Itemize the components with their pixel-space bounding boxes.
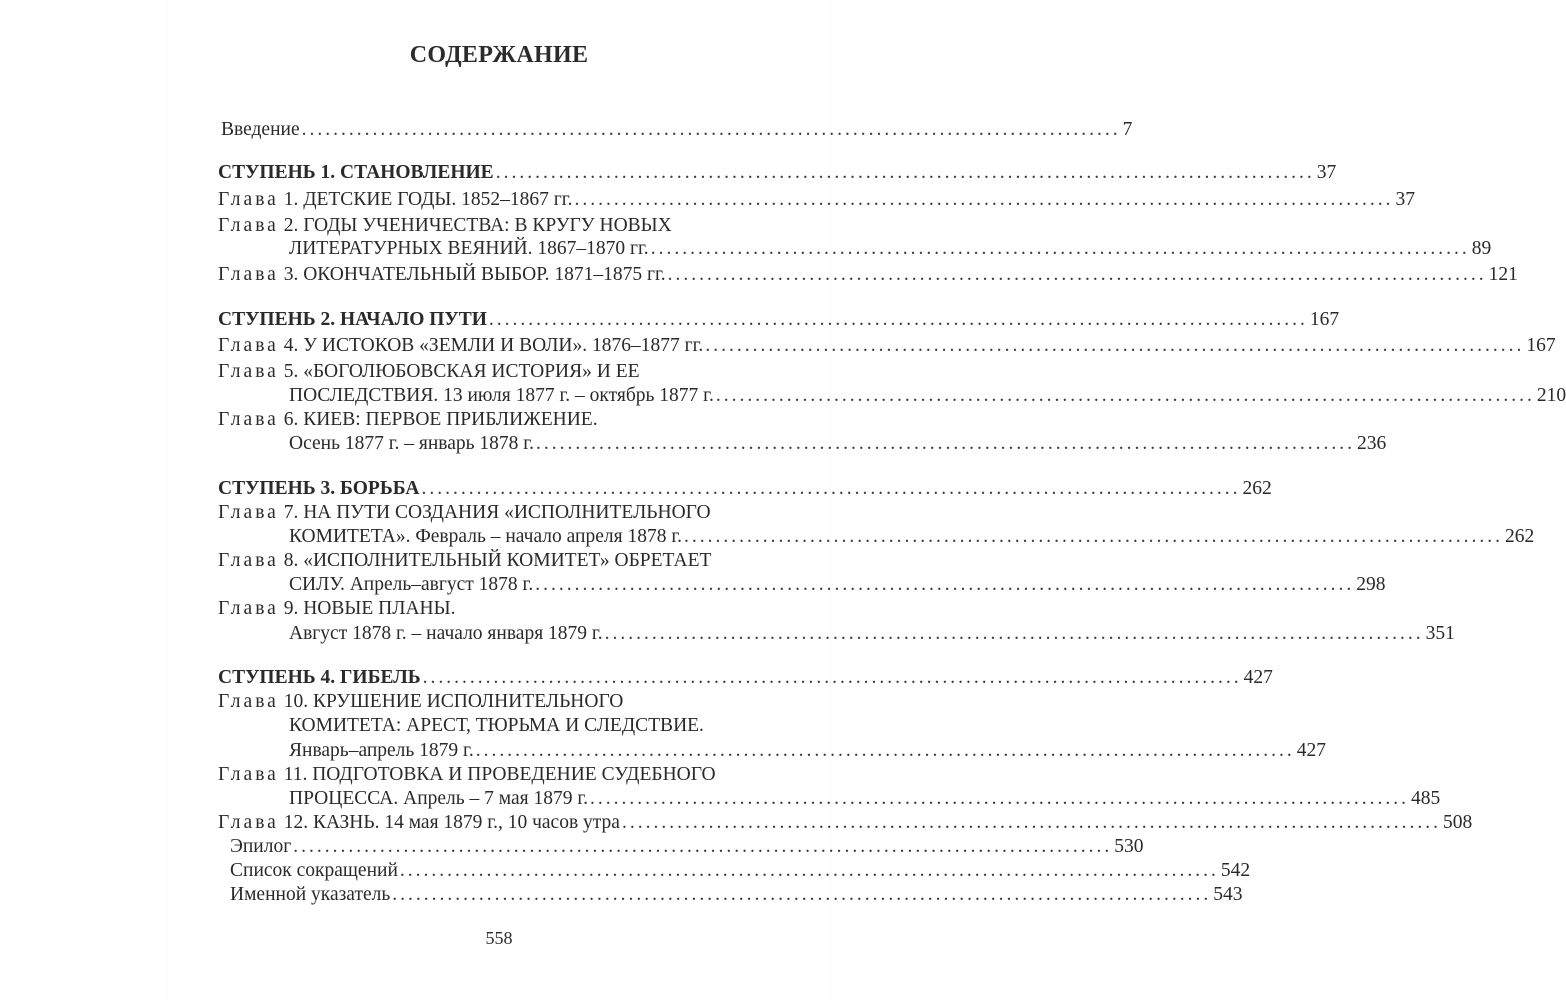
toc-section-4 <box>218 665 1273 691</box>
leader-dots: ........................................................................................................ <box>574 189 1394 210</box>
leader-dots: ........................................................................................................ <box>705 335 1525 356</box>
leader-dots: ........................................................................................................ <box>650 238 1470 259</box>
toc-page-number: 508 <box>1442 812 1473 833</box>
toc-chapter-text: ПОСЛЕДСТВИЯ. 13 июля 1877 г. – октябрь 1877 г. <box>289 385 714 406</box>
toc-chapter-text: 9. НОВЫЕ ПЛАНЫ. <box>278 598 456 619</box>
toc-chapter-5 <box>218 359 640 385</box>
leader-dots: ........................................................................................................ <box>293 836 1113 857</box>
toc-chapter-text: 5. «БОГОЛЮБОВСКАЯ ИСТОРИЯ» И ЕЕ <box>278 361 640 382</box>
toc-chapter-text: 6. КИЕВ: ПЕРВОЕ ПРИБЛИЖЕНИЕ. <box>278 409 598 430</box>
chapter-prefix: Глава <box>218 189 279 210</box>
toc-chapter-text: СИЛУ. Апрель–август 1878 г. <box>289 574 534 595</box>
leader-dots: ........................................................................................................ <box>301 119 1121 140</box>
toc-chapter-9-continuation <box>289 621 1455 647</box>
toc-chapter-9 <box>218 596 456 622</box>
toc-chapter-text: 4. У ИСТОКОВ «ЗЕМЛИ И ВОЛИ». 1876–1877 гг. <box>278 335 704 356</box>
toc-chapter-5-continuation <box>289 383 1566 409</box>
toc-chapter-7 <box>218 500 711 526</box>
toc-page-number: 530 <box>1114 836 1144 857</box>
toc-section-1 <box>218 160 1337 186</box>
toc-page-number: 427 <box>1296 740 1326 761</box>
toc-page-number: 262 <box>1505 526 1535 547</box>
toc-entry-text: Эпилог <box>230 836 292 857</box>
toc-chapter-text: 1. ДЕТСКИЕ ГОДЫ. 1852–1867 гг. <box>278 189 573 210</box>
toc-chapter-text: ЛИТЕРАТУРНЫХ ВЕЯНИЙ. 1867–1870 гг. <box>289 238 649 259</box>
toc-entry-index <box>230 882 1243 908</box>
toc-chapter-11-continuation <box>289 786 1441 812</box>
toc-chapter-6-continuation <box>289 431 1387 457</box>
toc-chapter-text: 2. ГОДЫ УЧЕНИЧЕСТВА: В КРУГУ НОВЫХ <box>278 215 672 236</box>
toc-page-number: 167 <box>1526 335 1556 356</box>
leader-dots: ........................................................................................................ <box>392 884 1212 905</box>
toc-chapter-text: 11. ПОДГОТОВКА И ПРОВЕДЕНИЕ СУДЕБНОГО <box>278 764 716 785</box>
toc-chapter-8 <box>218 548 711 574</box>
page-title: СОДЕРЖАНИЕ <box>409 42 589 68</box>
toc-entry-text: Список сокращений <box>230 860 398 881</box>
toc-chapter-text: 3. ОКОНЧАТЕЛЬНЫЙ ВЫБОР. 1871–1875 гг. <box>278 264 666 285</box>
toc-page-number: 427 <box>1243 667 1273 688</box>
chapter-prefix: Глава <box>218 361 279 382</box>
toc-section-text: СТУПЕНЬ 3. БОРЬБА <box>218 478 420 499</box>
toc-section-2 <box>218 307 1340 333</box>
toc-page-number: 262 <box>1242 478 1272 499</box>
toc-chapter-text: КОМИТЕТА: АРЕСТ, ТЮРЬМА И СЛЕДСТВИЕ. <box>289 715 704 736</box>
leader-dots: ........................................................................................................ <box>495 162 1315 183</box>
toc-chapter-text: Осень 1877 г. – январь 1878 г. <box>289 433 534 454</box>
toc-section-text: СТУПЕНЬ 4. ГИБЕЛЬ <box>218 667 421 688</box>
toc-page-number: 543 <box>1213 884 1243 905</box>
toc-chapter-7-continuation <box>289 524 1535 550</box>
toc-page-number: 351 <box>1425 623 1455 644</box>
toc-page-number: 210 <box>1536 385 1566 406</box>
chapter-prefix: Глава <box>218 764 279 785</box>
chapter-prefix: Глава <box>218 215 279 236</box>
toc-chapter-text: 8. «ИСПОЛНИТЕЛЬНЫЙ КОМИТЕТ» ОБРЕТАЕТ <box>278 550 712 571</box>
leader-dots: ........................................................................................................ <box>604 623 1424 644</box>
toc-chapter-1 <box>218 187 1415 213</box>
leader-dots: ........................................................................................................ <box>488 309 1308 330</box>
page-number: 558 <box>485 928 513 948</box>
chapter-prefix: Глава <box>218 598 279 619</box>
toc-page-number: 121 <box>1488 264 1518 285</box>
toc-page-number: 37 <box>1316 162 1337 183</box>
leader-dots: ........................................................................................................ <box>590 788 1410 809</box>
toc-page-number: 37 <box>1395 189 1415 210</box>
toc-page-number: 236 <box>1356 433 1387 454</box>
chapter-prefix: Глава <box>218 812 279 833</box>
toc-entry-abbreviations <box>230 858 1251 884</box>
leader-dots: ........................................................................................................ <box>535 433 1355 454</box>
chapter-prefix: Глава <box>218 335 279 356</box>
toc-chapter-11 <box>218 762 716 788</box>
leader-dots: ........................................................................................................ <box>621 812 1441 833</box>
chapter-prefix: Глава <box>218 409 279 430</box>
toc-page-number: 7 <box>1122 119 1133 140</box>
toc-chapter-text: 10. КРУШЕНИЕ ИСПОЛНИТЕЛЬНОГО <box>278 691 624 712</box>
chapter-prefix: Глава <box>218 502 279 523</box>
chapter-prefix: Глава <box>218 264 279 285</box>
toc-chapter-2-continuation <box>289 236 1492 262</box>
toc-chapter-10-continuation-2 <box>289 738 1326 764</box>
leader-dots: ........................................................................................................ <box>421 478 1241 499</box>
book-page <box>168 0 1566 1000</box>
leader-dots: ........................................................................................................ <box>535 574 1355 595</box>
toc-page-number: 485 <box>1411 788 1441 809</box>
chapter-prefix: Глава <box>218 550 279 571</box>
toc-chapter-text: 12. КАЗНЬ. 14 мая 1879 г., 10 часов утра <box>278 812 620 833</box>
toc-section-text: СТУПЕНЬ 2. НАЧАЛО ПУТИ <box>218 309 487 330</box>
leader-dots: ........................................................................................................ <box>715 385 1535 406</box>
chapter-prefix: Глава <box>218 691 279 712</box>
toc-chapter-10 <box>218 689 623 715</box>
leader-dots: ........................................................................................................ <box>667 264 1487 285</box>
toc-entry-text: Именной указатель <box>230 884 391 905</box>
toc-chapter-text: Январь–апрель 1879 г. <box>289 740 474 761</box>
toc-chapter-3 <box>218 262 1518 288</box>
toc-entry-text: Введение <box>221 119 300 140</box>
leader-dots: ........................................................................................................ <box>399 860 1219 881</box>
toc-page-number: 542 <box>1220 860 1251 881</box>
toc-chapter-8-continuation <box>289 572 1386 598</box>
toc-chapter-text: Август 1878 г. – начало января 1879 г. <box>289 623 603 644</box>
toc-chapter-text: КОМИТЕТА». Февраль – начало апреля 1878 г. <box>289 526 682 547</box>
toc-chapter-10-continuation <box>289 713 704 739</box>
toc-section-text: СТУПЕНЬ 1. СТАНОВЛЕНИЕ <box>218 162 494 183</box>
toc-section-3 <box>218 476 1272 502</box>
toc-page-number: 89 <box>1471 238 1492 259</box>
toc-page-number: 167 <box>1309 309 1340 330</box>
toc-entry-epilogue <box>230 834 1144 860</box>
toc-chapter-6 <box>218 407 598 433</box>
toc-chapter-text: ПРОЦЕССА. Апрель – 7 мая 1879 г. <box>289 788 589 809</box>
leader-dots: ........................................................................................................ <box>475 740 1295 761</box>
leader-dots: ........................................................................................................ <box>684 526 1503 547</box>
leader-dots: ........................................................................................................ <box>422 667 1242 688</box>
toc-page-number: 298 <box>1356 574 1386 595</box>
toc-chapter-text: 7. НА ПУТИ СОЗДАНИЯ «ИСПОЛНИТЕЛЬНОГО <box>278 502 711 523</box>
toc-chapter-4 <box>218 333 1556 359</box>
toc-entry-intro <box>221 117 1133 143</box>
toc-chapter-12 <box>218 810 1473 836</box>
